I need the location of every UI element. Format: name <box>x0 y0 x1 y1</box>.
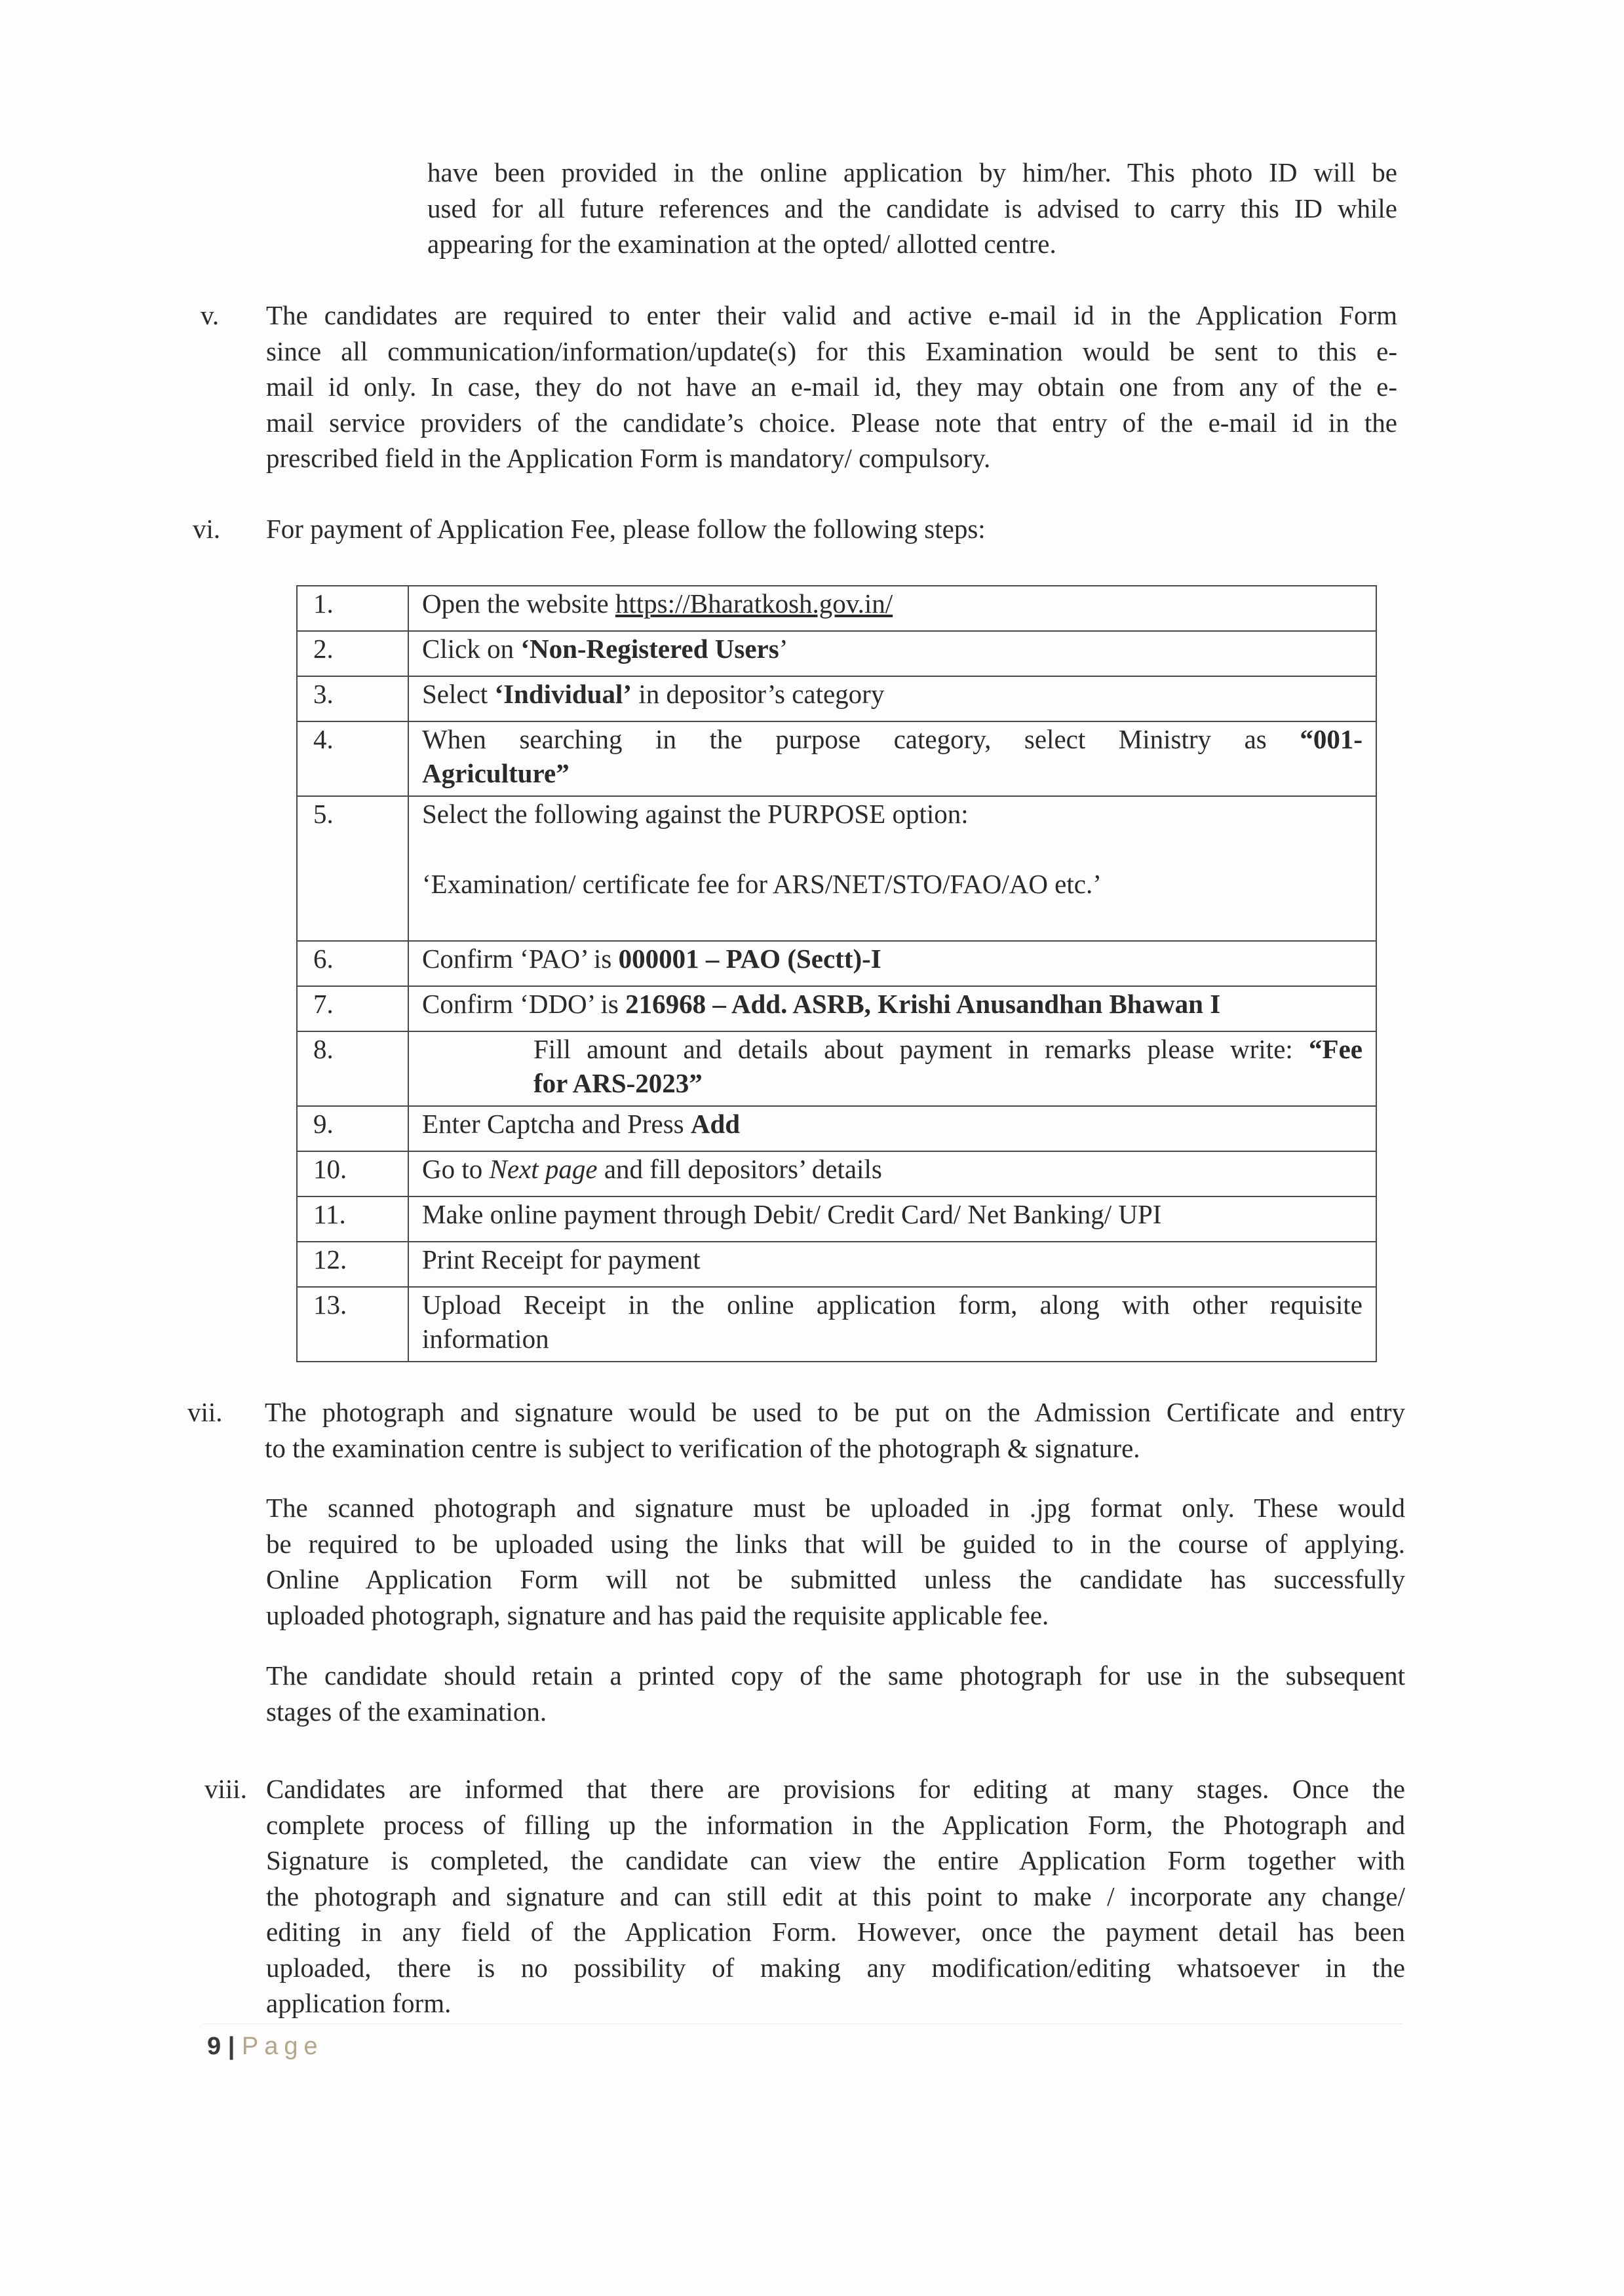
paragraph-line: stages of the examination. <box>266 1696 547 1727</box>
step-number: 4. <box>297 721 408 796</box>
table-row <box>297 796 1376 941</box>
step-text: Click on ‘Non-Registered Users’ <box>408 631 1376 676</box>
table-row <box>297 586 1376 631</box>
step-number: 8. <box>297 1031 408 1106</box>
step-number: 9. <box>297 1106 408 1151</box>
page-separator: | <box>221 2033 242 2060</box>
table-row <box>297 721 1376 796</box>
table-row <box>297 676 1376 721</box>
step-number: 3. <box>297 676 408 721</box>
paragraph-line: The candidate should retain a printed copy of the same photograph for use in the subsequent <box>266 1660 1405 1691</box>
table-row <box>297 1242 1376 1287</box>
table-row <box>297 631 1376 676</box>
step-text: When searching in the purpose category, select Ministry as “001- Agriculture” <box>408 721 1376 796</box>
paragraph-line: uploaded photograph, signature and has paid the requisite applicable fee. <box>266 1599 1049 1630</box>
paragraph-line: Online Application Form will not be submitted unless the candidate has successfully <box>266 1564 1405 1594</box>
table-row <box>297 1151 1376 1196</box>
paragraph-line: since all communication/information/update(s) for this Examination would be sent to this e- <box>266 335 1397 366</box>
step-text: Select ‘Individual’ in depositor’s category <box>408 676 1376 721</box>
step-text: Select the following against the PURPOSE option: ‘Examination/ certificate fee for ARS/NET/STO/FAO/AO etc.’ <box>408 796 1376 941</box>
step-number: 13. <box>297 1287 408 1362</box>
step-number: 7. <box>297 986 408 1031</box>
item-vii-paragraph-3 <box>266 1658 1405 1729</box>
paragraph-line: Signature is completed, the candidate can view the entire Application Form together with <box>266 1845 1405 1875</box>
paragraph-line: The scanned photograph and signature must be uploaded in .jpg format only. These would <box>266 1493 1405 1523</box>
table-row <box>297 941 1376 986</box>
paragraph-line: The photograph and signature would be used to be put on the Admission Certificate and entry <box>265 1397 1405 1427</box>
step-number: 6. <box>297 941 408 986</box>
page-number: 9 <box>207 2033 222 2060</box>
paragraph-line: complete process of filling up the information in the Application Form, the Photograph and <box>266 1809 1405 1840</box>
intro-paragraph <box>427 155 1397 262</box>
step-text: Print Receipt for payment <box>408 1242 1376 1287</box>
page-footer <box>207 2033 324 2061</box>
paragraph-line: appearing for the examination at the opted/ allotted centre. <box>427 229 1056 259</box>
step-text: Enter Captcha and Press Add <box>408 1106 1376 1151</box>
paragraph-line: The candidates are required to enter their valid and active e-mail id in the Application Form <box>266 300 1397 330</box>
footer-divider <box>203 2023 1402 2024</box>
payment-steps-table <box>296 585 1377 1362</box>
step-number: 2. <box>297 631 408 676</box>
item-viii-paragraph <box>266 1771 1405 2021</box>
step-number: 12. <box>297 1242 408 1287</box>
item-vi-number: vi. <box>193 514 221 544</box>
step-text: Open the website https://Bharatkosh.gov.in/ <box>408 586 1376 631</box>
paragraph-line: prescribed field in the Application Form is mandatory/ compulsory. <box>266 443 991 473</box>
step-text: Fill amount and details about payment in remarks please write: “Fee for ARS-2023” <box>408 1031 1376 1106</box>
table-row <box>297 1287 1376 1362</box>
table-row <box>297 1031 1376 1106</box>
step-text: Upload Receipt in the online application form, along with other requisite information <box>408 1287 1376 1362</box>
page-label: Page <box>241 2033 324 2060</box>
item-v-number: v. <box>201 300 220 330</box>
step-text: Go to Next page and fill depositors’ details <box>408 1151 1376 1196</box>
paragraph-line: mail id only. In case, they do not have an e-mail id, they may obtain one from any of the e- <box>266 372 1397 402</box>
step-text: Make online payment through Debit/ Credit Card/ Net Banking/ UPI <box>408 1196 1376 1242</box>
item-vii-paragraph-1 <box>265 1394 1405 1466</box>
item-vii-paragraph-2 <box>266 1490 1405 1633</box>
step-number: 10. <box>297 1151 408 1196</box>
item-vi-text: For payment of Application Fee, please follow the following steps: <box>266 514 986 544</box>
step-number: 1. <box>297 586 408 631</box>
item-v-paragraph <box>266 297 1397 476</box>
table-row <box>297 1196 1376 1242</box>
paragraph-line: the photograph and signature and can still edit at this point to make / incorporate any change/ <box>266 1881 1405 1911</box>
table-row <box>297 1106 1376 1151</box>
paragraph-line: be required to be uploaded using the links that will be guided to in the course of applying. <box>266 1528 1405 1559</box>
item-vii-number: vii. <box>187 1397 223 1427</box>
bharatkosh-link[interactable]: https://Bharatkosh.gov.in/ <box>615 588 893 619</box>
paragraph-line: uploaded, there is no possibility of making any modification/editing whatsoever in the <box>266 1952 1405 1983</box>
paragraph-line: mail service providers of the candidate’s choice. Please note that entry of the e-mail id in the <box>266 407 1397 438</box>
paragraph-line: used for all future references and the candidate is advised to carry this ID while <box>427 193 1397 223</box>
paragraph-line: have been provided in the online application by him/her. This photo ID will be <box>427 157 1397 187</box>
step-number: 11. <box>297 1196 408 1242</box>
table-row <box>297 986 1376 1031</box>
paragraph-line: to the examination centre is subject to verification of the photograph & signature. <box>265 1432 1140 1463</box>
paragraph-line: editing in any field of the Application Form. However, once the payment detail has been <box>266 1917 1405 1947</box>
step-text: Confirm ‘PAO’ is 000001 – PAO (Sectt)-I <box>408 941 1376 986</box>
paragraph-line: Candidates are informed that there are provisions for editing at many stages. Once the <box>266 1774 1405 1804</box>
step-text: Confirm ‘DDO’ is 216968 – Add. ASRB, Krishi Anusandhan Bhawan I <box>408 986 1376 1031</box>
step-number: 5. <box>297 796 408 941</box>
paragraph-line: application form. <box>266 1988 452 2018</box>
item-viii-number: viii. <box>204 1774 247 1804</box>
